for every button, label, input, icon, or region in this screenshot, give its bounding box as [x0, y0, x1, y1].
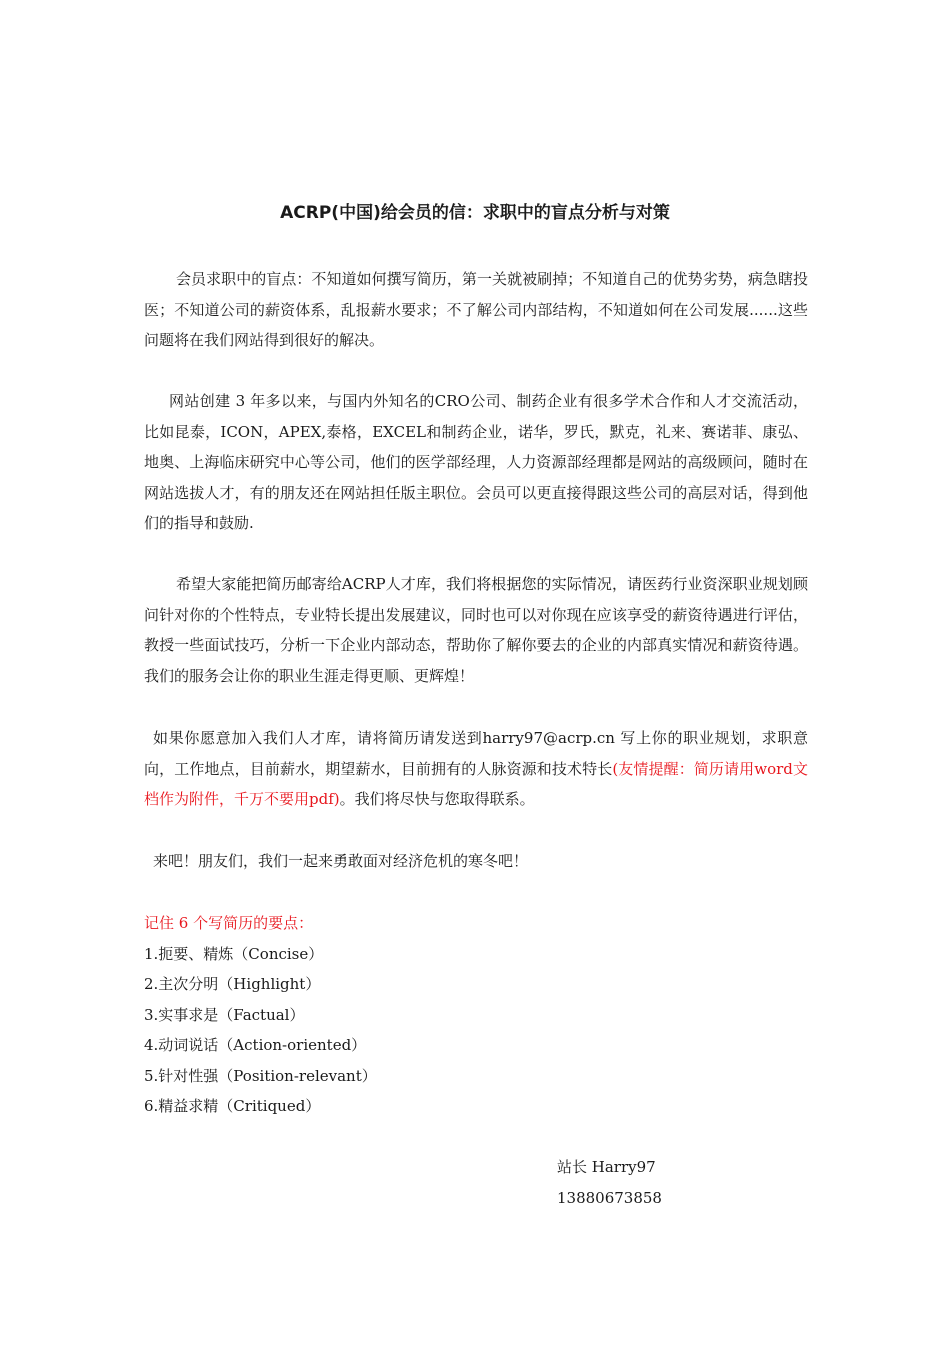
paragraph-join-instructions [144, 723, 808, 815]
friendly-reminder: (友情提醒：简历请用word文档作为附件，千万不要用pdf) [144, 759, 808, 808]
paragraph-blind-spots: 会员求职中的盲点：不知道如何撰写简历，第一关就被刷掉；不知道自己的优势劣势，病急瞎投医；不知道公司的薪资体系，乱报薪水要求；不了解公司内部结构，不知道如何在公司发展......这些问题将在我们网站得到很好的解决。 [144, 270, 808, 349]
list-item: 4.动词说话（Action-oriented） [144, 1036, 367, 1054]
signature-name: 站长 Harry97 [557, 1158, 656, 1176]
document-title: ACRP(中国)给会员的信：求职中的盲点分析与对策 [280, 203, 670, 223]
list-item: 6.精益求精（Critiqued） [144, 1097, 321, 1115]
list-item: 1.扼要、精炼（Concise） [144, 944, 324, 963]
list-item: 3.实事求是（Factual） [144, 1005, 305, 1024]
list-item: 2.主次分明（Highlight） [144, 975, 321, 993]
join-instructions-text: 如果你愿意加入我们人才库，请将简历请发送到harry97@acrp.cn 写上你的职业规划，求职意向，工作地点，目前薪水，期望薪水，目前拥有的人脉资源和技术特长 [144, 729, 808, 778]
join-instructions-closing: 。我们将尽快与您取得联系。 [339, 790, 535, 808]
resume-tips-heading: 记住 6 个写简历的要点： [144, 914, 314, 932]
signature-block [557, 1152, 662, 1214]
signature-phone: 13880673858 [557, 1189, 662, 1207]
paragraph-encouragement: 来吧！朋友们，我们一起来勇敢面对经济危机的寒冬吧！ [153, 852, 529, 870]
paragraph-resume-service: 希望大家能把简历邮寄给ACRP人才库，我们将根据您的实际情况，请医药行业资深职业规划顾问针对你的个性特点，专业特长提出发展建议，同时也可以对你现在应该享受的薪资待遇进行评估，教授一些面试技巧，分析一下企业内部动态，帮助你了解你要去的企业的内部真实情况和薪资待遇。我们的服务会让你的职业生涯走得更顺、更辉煌！ [144, 575, 808, 685]
list-item: 5.针对性强（Position-relevant） [144, 1066, 377, 1085]
resume-tips-list [144, 908, 808, 1122]
paragraph-website-history: 网站创建 3 年多以来，与国内外知名的CRO公司、制药企业有很多学术合作和人才交流活动，比如昆泰，ICON，APEX,泰格，EXCEL和制药企业，诺华，罗氏，默克，礼来、赛诺菲、康弘、地奥、上海临床研究中心等公司，他们的医学部经理，人力资源部经理都是网站的高级顾问，随时在网站选拔人才，有的朋友还在网站担任版主职位。会员可以更直接得跟这些公司的高层对话，得到他们的指导和鼓励. [144, 392, 808, 532]
